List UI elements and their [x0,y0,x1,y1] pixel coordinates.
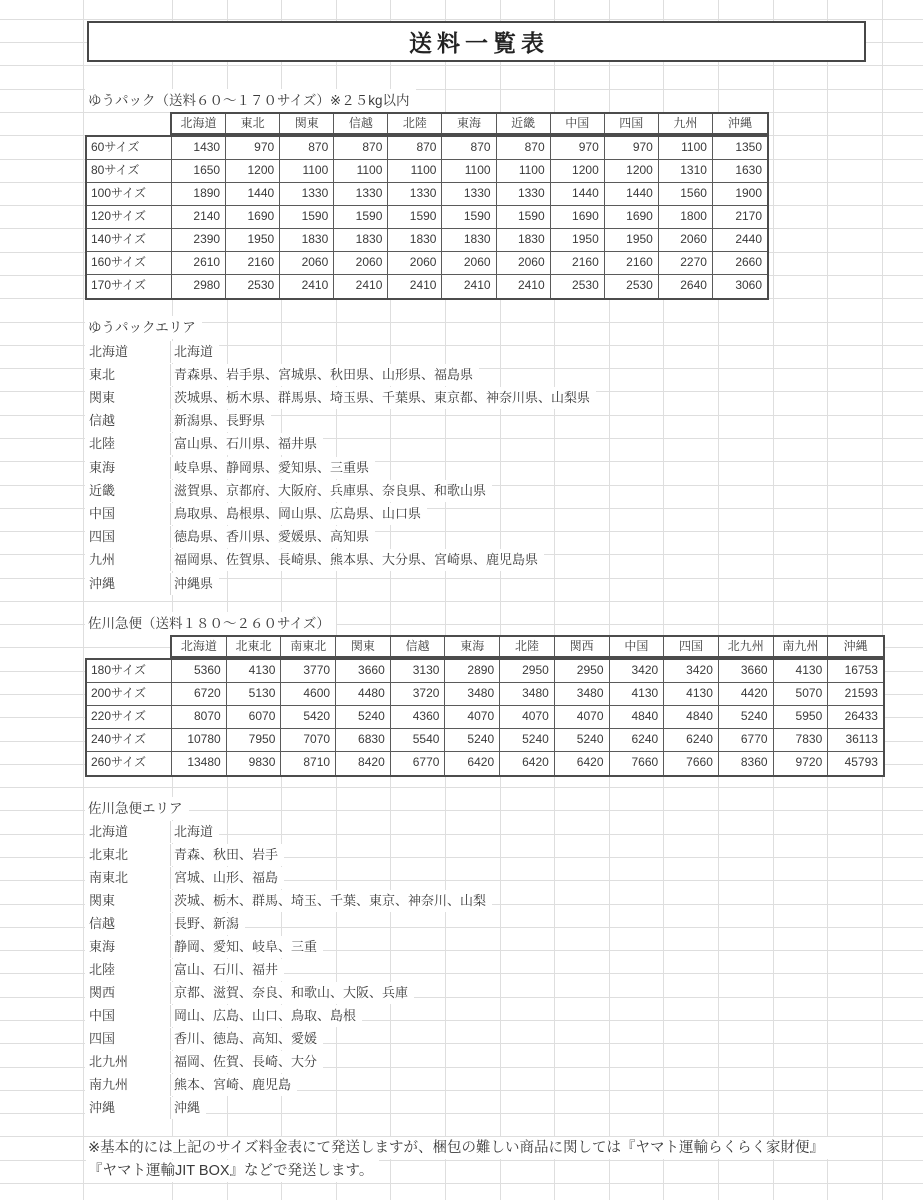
area-prefectures: 宮城、山形、福島 [170,867,284,889]
area-row [85,889,492,912]
fee-value-cell: 3480 [500,683,555,705]
fee-body [85,135,769,300]
fee-value-cell: 2140 [172,206,226,228]
fee-value-cell: 1830 [442,229,496,251]
fee-value-cell: 1900 [735,185,763,200]
region-header-cell: 北海道 [172,637,227,656]
page-title: 送料一覧表 [409,30,549,56]
area-prefectures: 福岡、佐賀、長崎、大分 [170,1051,323,1073]
fee-value-cell: 3130 [391,660,446,682]
gridline-horizontal [0,65,923,66]
fee-value-cell: 6420 [555,752,610,775]
fee-value-cell: 4600 [281,683,336,705]
fee-value-cell: 1830 [497,229,551,251]
area-row [85,526,375,549]
fee-value-cell: 2410 [388,275,442,298]
fee-value-cell: 5360 [172,660,227,682]
fee-value-cell: 1590 [388,206,442,228]
size-label-cell: 80サイズ [87,160,172,182]
fee-value-cell: 1830 [280,229,334,251]
area-region-label: 中国 [85,1005,170,1027]
fee-value-cell: 1440 [605,183,659,205]
size-label-cell: 260サイズ [87,752,172,775]
fee-value-cell: 4840 [664,706,719,728]
area-prefectures: 徳島県、香川県、愛媛県、高知県 [170,526,375,548]
area-prefectures: 福岡県、佐賀県、長崎県、熊本県、大分県、宮崎県、鹿児島県 [170,549,544,571]
area-prefectures: 青森、秋田、岩手 [170,844,284,866]
region-header-cell: 中国 [551,114,605,133]
size-label-cell: 140サイズ [87,229,172,251]
area-region-label: 東海 [85,457,170,479]
fee-value-cell: 1590 [280,206,334,228]
fee-value-cell: 6420 [500,752,555,775]
fee-value-cell: 4420 [719,683,774,705]
fee-value-cell: 2640 [659,275,713,298]
fee-value-cell: 2410 [334,275,388,298]
fee-value-cell: 4130 [664,683,719,705]
fee-value-cell: 9720 [774,752,829,775]
fee-value-cell: 2530 [551,275,605,298]
fee-value-cell: 1200 [605,160,659,182]
fee-value-cell: 870 [280,137,334,159]
area-row [85,572,219,595]
size-label-cell: 160サイズ [87,252,172,274]
fee-value-cell: 1440 [551,183,605,205]
fee-value-cell: 1100 [388,160,442,182]
fee-value-cell: 4130 [610,683,665,705]
area-prefectures: 茨城県、栃木県、群馬県、埼玉県、千葉県、東京都、神奈川県、山梨県 [170,387,596,409]
area-prefectures: 富山、石川、福井 [170,959,284,981]
region-header-cell: 中国 [610,637,665,656]
fee-value-cell: 2270 [659,252,713,274]
fee-value-cell: 5240 [336,706,391,728]
area-region-label: 近畿 [85,480,170,502]
fee-value-cell: 1200 [551,160,605,182]
region-header-row [170,635,885,658]
size-label-cell: 100サイズ [87,183,172,205]
fee-value-cell: 1690 [226,206,280,228]
area-row [85,410,271,433]
area-prefectures: 新潟県、長野県 [170,410,271,432]
fee-value-cell: 8420 [336,752,391,775]
area-row [85,1027,323,1050]
fee-value-cell: 16753 [844,662,878,677]
fee-value-cell: 1100 [497,160,551,182]
fee-value-cell: 3770 [281,660,336,682]
fee-value-cell: 7660 [664,752,719,775]
area-prefectures: 滋賀県、京都府、大阪府、兵庫県、奈良県、和歌山県 [170,480,492,502]
region-header-cell: 南東北 [281,637,336,656]
area-prefectures: 静岡、愛知、岐阜、三重 [170,936,323,958]
fee-value-cell: 970 [226,137,280,159]
fee-row [87,160,767,183]
fee-value-cell: 5540 [391,729,446,751]
area-row [85,1073,297,1096]
area-region-label: 四国 [85,1028,170,1050]
fee-value-cell: 1630 [735,162,763,177]
region-header-cell: 北陸 [388,114,442,133]
fee-value-cell: 5240 [555,729,610,751]
fee-value-cell: 870 [442,137,496,159]
fee-value-cell: 1200 [226,160,280,182]
fee-value-cell: 7070 [281,729,336,751]
area-prefectures: 鳥取県、島根県、岡山県、広島県、山口県 [170,503,427,525]
area-region-label: 東北 [85,364,170,386]
area-row [85,1096,206,1119]
fee-value-cell: 2060 [334,252,388,274]
fee-value-cell: 2060 [497,252,551,274]
fee-value-cell: 2530 [226,275,280,298]
fee-value-cell: 2440 [735,231,763,246]
region-header-cell: 沖縄 [727,116,752,130]
fee-value-cell: 4130 [774,660,829,682]
fee-value-cell: 5420 [281,706,336,728]
area-row [85,935,323,958]
fee-value-cell: 970 [605,137,659,159]
size-label-cell: 170サイズ [87,275,172,298]
fee-value-cell: 1440 [226,183,280,205]
region-header-cell: 関東 [280,114,334,133]
fee-value-cell: 970 [551,137,605,159]
fee-value-cell: 1330 [442,183,496,205]
fee-value-cell: 5130 [227,683,282,705]
fee-row [87,683,883,706]
region-header-cell: 南九州 [774,637,829,656]
fee-value-cell: 3060 [735,277,763,292]
area-region-label: 沖縄 [85,573,170,595]
area-row [85,1004,362,1027]
fee-value-cell: 5950 [774,706,829,728]
fee-value-cell: 1830 [334,229,388,251]
area-row [85,843,284,866]
sagawa-area-label: 佐川急便エリア [85,797,189,820]
note-line-1: ※基本的には上記のサイズ料金表にて発送しますが、梱包の難しい商品に関しては『ヤマト運輸らくらく家財便』 [86,1137,830,1159]
fee-value-cell: 1330 [388,183,442,205]
area-prefectures: 香川、徳島、高知、愛媛 [170,1028,323,1050]
gridline-horizontal [0,601,923,602]
fee-value-cell: 870 [388,137,442,159]
fee-row [87,729,883,752]
fee-value-cell: 8360 [719,752,774,775]
fee-value-cell: 1100 [659,137,713,159]
area-row [85,912,245,935]
size-label-cell: 180サイズ [87,660,172,682]
size-label-cell: 220サイズ [87,706,172,728]
fee-value-cell: 1330 [280,183,334,205]
fee-value-cell: 1590 [334,206,388,228]
fee-value-cell: 6070 [227,706,282,728]
area-region-label: 四国 [85,526,170,548]
area-region-label: 関東 [85,890,170,912]
gridline-horizontal [0,19,923,20]
fee-row [87,137,767,160]
area-region-label: 沖縄 [85,1097,170,1119]
fee-value-cell: 2060 [442,252,496,274]
fee-value-cell: 870 [334,137,388,159]
region-header-cell: 関西 [555,637,610,656]
fee-value-cell: 2160 [226,252,280,274]
fee-value-cell: 21593 [844,685,878,700]
region-header-cell: 近畿 [497,114,551,133]
area-prefectures: 北海道 [170,341,219,363]
region-header-cell: 東海 [442,114,496,133]
area-prefectures: 熊本、宮崎、鹿児島 [170,1074,297,1096]
area-region-label: 南九州 [85,1074,170,1096]
fee-value-cell: 7660 [610,752,665,775]
fee-value-cell: 9830 [227,752,282,775]
fee-value-cell: 1330 [334,183,388,205]
fee-value-cell: 10780 [172,729,227,751]
gridline-horizontal [0,787,923,788]
fee-row [87,660,883,683]
fee-row [87,706,883,729]
fee-value-cell: 1330 [497,183,551,205]
fee-value-cell: 3720 [391,683,446,705]
area-prefectures: 北海道 [170,821,219,843]
area-row [85,549,544,572]
region-header-cell: 信越 [334,114,388,133]
fee-value-cell: 1100 [280,160,334,182]
area-region-label: 北東北 [85,844,170,866]
fee-value-cell: 1950 [605,229,659,251]
fee-value-cell: 2410 [442,275,496,298]
area-region-label: 中国 [85,503,170,525]
size-label-cell: 60サイズ [87,137,172,159]
fee-value-cell: 5240 [719,706,774,728]
fee-value-cell: 2060 [388,252,442,274]
fee-value-cell: 2610 [172,252,226,274]
fee-value-cell: 6420 [445,752,500,775]
area-prefectures: 沖縄 [170,1097,206,1119]
fee-value-cell: 3480 [555,683,610,705]
fee-value-cell: 1890 [172,183,226,205]
area-region-label: 関西 [85,982,170,1004]
area-prefectures: 岐阜県、静岡県、愛知県、三重県 [170,457,375,479]
fee-value-cell: 4070 [500,706,555,728]
size-label-cell: 200サイズ [87,683,172,705]
yupack-area-label: ゆうパックエリア [85,316,202,339]
area-prefectures: 岡山、広島、山口、鳥取、島根 [170,1005,362,1027]
fee-row [87,752,883,775]
area-region-label: 北海道 [85,821,170,843]
fee-row [87,275,767,298]
fee-value-cell: 6240 [664,729,719,751]
fee-value-cell: 4130 [227,660,282,682]
fee-value-cell: 2980 [172,275,226,298]
fee-value-cell: 6770 [719,729,774,751]
size-label-cell: 120サイズ [87,206,172,228]
area-region-label: 北陸 [85,959,170,981]
note-line-2: 『ヤマト運輸JIT BOX』などで発送します。 [86,1160,379,1182]
fee-value-cell: 2950 [500,660,555,682]
fee-value-cell: 2160 [551,252,605,274]
fee-value-cell: 5240 [500,729,555,751]
area-row [85,456,375,479]
fee-value-cell: 8710 [281,752,336,775]
area-row [85,866,284,889]
fee-value-cell: 1690 [605,206,659,228]
fee-value-cell: 2530 [605,275,659,298]
area-row [85,479,492,502]
fee-value-cell: 4070 [445,706,500,728]
region-header-row [170,112,769,135]
area-prefectures: 富山県、石川県、福井県 [170,433,323,455]
area-region-label: 信越 [85,913,170,935]
gridline-horizontal [0,1183,923,1184]
area-prefectures: 京都、滋賀、奈良、和歌山、大阪、兵庫 [170,982,414,1004]
area-row [85,363,479,386]
region-header-cell: 九州 [659,114,713,133]
fee-value-cell: 6770 [391,752,446,775]
area-region-label: 北九州 [85,1051,170,1073]
area-row [85,981,414,1004]
fee-value-cell: 5070 [774,683,829,705]
fee-value-cell: 2170 [735,208,763,223]
area-row [85,958,284,981]
fee-value-cell: 6240 [610,729,665,751]
fee-value-cell: 5240 [445,729,500,751]
fee-row [87,252,767,275]
area-row [85,433,323,456]
fee-value-cell: 1800 [659,206,713,228]
fee-value-cell: 3420 [610,660,665,682]
title-box [87,21,866,62]
area-region-label: 九州 [85,549,170,571]
fee-value-cell: 6720 [172,683,227,705]
fee-value-cell: 1950 [551,229,605,251]
fee-value-cell: 3660 [336,660,391,682]
area-prefectures: 青森県、岩手県、宮城県、秋田県、山形県、福島県 [170,364,479,386]
fee-value-cell: 36113 [845,731,878,746]
area-region-label: 北海道 [85,341,170,363]
fee-value-cell: 4070 [555,706,610,728]
area-prefectures: 茨城、栃木、群馬、埼玉、千葉、東京、神奈川、山梨 [170,890,492,912]
area-row [85,820,219,843]
region-header-cell: 北陸 [500,637,555,656]
fee-value-cell: 1100 [334,160,388,182]
area-row [85,1050,323,1073]
fee-value-cell: 26433 [844,708,878,723]
fee-value-cell: 1650 [172,160,226,182]
fee-value-cell: 6830 [336,729,391,751]
region-header-cell: 信越 [391,637,446,656]
fee-value-cell: 13480 [172,752,227,775]
area-region-label: 南東北 [85,867,170,889]
fee-value-cell: 4360 [391,706,446,728]
fee-value-cell: 3480 [445,683,500,705]
area-region-label: 信越 [85,410,170,432]
fee-value-cell: 7830 [774,729,829,751]
fee-value-cell: 3420 [664,660,719,682]
fee-row [87,229,767,252]
fee-value-cell: 2660 [735,254,763,269]
fee-value-cell: 2410 [280,275,334,298]
fee-value-cell: 8070 [172,706,227,728]
fee-value-cell: 2060 [659,229,713,251]
area-region-label: 東海 [85,936,170,958]
area-prefectures: 沖縄県 [170,573,219,595]
fee-value-cell: 1560 [659,183,713,205]
fee-value-cell: 2390 [172,229,226,251]
region-header-cell: 四国 [664,637,719,656]
fee-value-cell: 1950 [226,229,280,251]
area-prefectures: 長野、新潟 [170,913,245,935]
yupack-section-label: ゆうパック（送料６０～１７０サイズ）※２５kg以内 [85,89,416,112]
fee-value-cell: 3660 [719,660,774,682]
fee-value-cell: 2060 [280,252,334,274]
region-header-cell: 北東北 [227,637,282,656]
fee-value-cell: 2950 [555,660,610,682]
fee-value-cell: 1690 [551,206,605,228]
region-header-cell: 関東 [336,637,391,656]
region-header-cell: 東北 [226,114,280,133]
fee-value-cell: 1590 [442,206,496,228]
fee-value-cell: 4480 [336,683,391,705]
fee-value-cell: 870 [497,137,551,159]
fee-value-cell: 45793 [844,754,878,769]
area-row [85,502,427,525]
region-header-cell: 北海道 [172,114,226,133]
fee-value-cell: 1350 [735,139,763,154]
area-region-label: 北陸 [85,433,170,455]
area-row [85,386,596,409]
fee-value-cell: 7950 [227,729,282,751]
area-region-label: 関東 [85,387,170,409]
fee-value-cell: 1430 [172,137,226,159]
fee-value-cell: 1590 [497,206,551,228]
sagawa-section-label: 佐川急便（送料１８０～２６０サイズ） [85,612,336,635]
region-header-cell: 東海 [445,637,500,656]
area-row [85,340,219,363]
region-header-cell: 北九州 [719,637,774,656]
fee-row [87,183,767,206]
fee-value-cell: 1310 [659,160,713,182]
fee-value-cell: 2160 [605,252,659,274]
fee-value-cell: 2410 [497,275,551,298]
fee-value-cell: 1830 [388,229,442,251]
region-header-cell: 沖縄 [843,639,868,653]
region-header-cell: 四国 [605,114,659,133]
fee-row [87,206,767,229]
fee-value-cell: 4840 [610,706,665,728]
size-label-cell: 240サイズ [87,729,172,751]
fee-body [85,658,885,777]
fee-value-cell: 2890 [445,660,500,682]
fee-value-cell: 1100 [442,160,496,182]
